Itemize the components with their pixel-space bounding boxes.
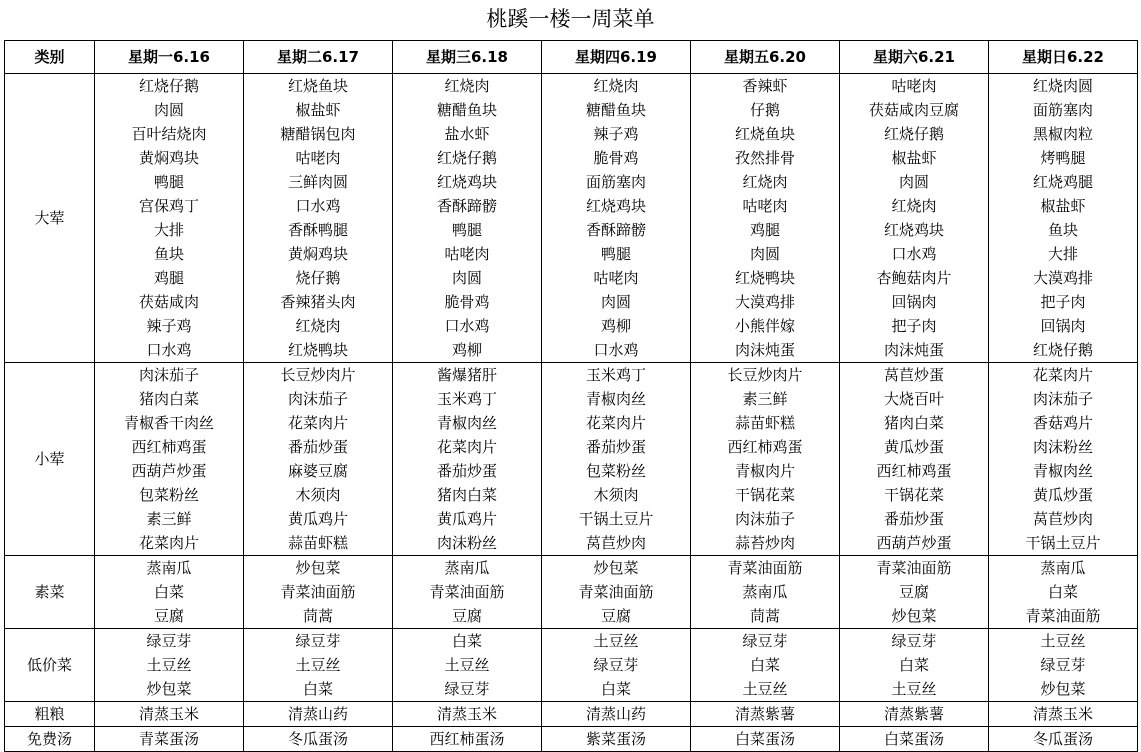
dish-cell: 大烧百叶 <box>840 387 989 411</box>
table-row <box>5 242 1138 266</box>
dish-cell: 大漠鸡排 <box>989 266 1138 290</box>
dish-cell: 烤鸭腿 <box>989 146 1138 170</box>
dish-cell: 莴苣炒肉 <box>989 507 1138 531</box>
table-row <box>5 531 1138 556</box>
dish-cell: 口水鸡 <box>840 242 989 266</box>
dish-cell: 仔鹅 <box>691 98 840 122</box>
dish-cell: 红烧仔鹅 <box>95 74 244 99</box>
table-row <box>5 314 1138 338</box>
dish-cell: 茼蒿 <box>691 604 840 629</box>
dish-cell: 三鲜肉圆 <box>244 170 393 194</box>
dish-cell: 红烧仔鹅 <box>989 338 1138 363</box>
dish-cell: 清蒸玉米 <box>393 702 542 727</box>
dish-cell: 豆腐 <box>840 580 989 604</box>
dish-cell: 红烧鸡块 <box>840 218 989 242</box>
dish-cell: 土豆丝 <box>244 653 393 677</box>
table-row <box>5 435 1138 459</box>
dish-cell: 紫菜蛋汤 <box>542 727 691 752</box>
dish-cell: 红烧鸡块 <box>542 194 691 218</box>
dish-cell: 红烧鸭块 <box>244 338 393 363</box>
dish-cell: 黄瓜鸡片 <box>393 507 542 531</box>
dish-cell: 花菜肉片 <box>95 531 244 556</box>
dish-cell: 玉米鸡丁 <box>393 387 542 411</box>
dish-cell: 白菜蛋汤 <box>691 727 840 752</box>
category-cell: 素菜 <box>5 556 95 629</box>
dish-cell: 干锅花菜 <box>691 483 840 507</box>
day-header: 星期二6.17 <box>244 41 393 74</box>
dish-cell: 蒸南瓜 <box>989 556 1138 581</box>
dish-cell: 长豆炒肉片 <box>691 363 840 388</box>
dish-cell: 咕咾肉 <box>393 242 542 266</box>
dish-cell: 清蒸紫薯 <box>691 702 840 727</box>
dish-cell: 黄瓜炒蛋 <box>840 435 989 459</box>
dish-cell: 冬瓜蛋汤 <box>989 727 1138 752</box>
dish-cell: 红烧肉 <box>691 170 840 194</box>
dish-cell: 香酥蹄髈 <box>393 194 542 218</box>
dish-cell: 麻婆豆腐 <box>244 459 393 483</box>
dish-cell: 清蒸紫薯 <box>840 702 989 727</box>
table-row <box>5 727 1138 752</box>
dish-cell: 红烧肉圆 <box>989 74 1138 99</box>
dish-cell: 土豆丝 <box>95 653 244 677</box>
dish-cell: 干锅花菜 <box>840 483 989 507</box>
dish-cell: 花菜肉片 <box>989 363 1138 388</box>
dish-cell: 脆骨鸡 <box>542 146 691 170</box>
dish-cell: 西红柿鸡蛋 <box>691 435 840 459</box>
dish-cell: 糖醋锅包肉 <box>244 122 393 146</box>
table-row <box>5 702 1138 727</box>
dish-cell: 蒜苗虾糕 <box>691 411 840 435</box>
dish-cell: 花菜肉片 <box>244 411 393 435</box>
dish-cell: 西红柿鸡蛋 <box>95 435 244 459</box>
dish-cell: 口水鸡 <box>393 314 542 338</box>
dish-cell: 鸭腿 <box>95 170 244 194</box>
dish-cell: 西红柿蛋汤 <box>393 727 542 752</box>
dish-cell: 蒸南瓜 <box>95 556 244 581</box>
dish-cell: 冬瓜蛋汤 <box>244 727 393 752</box>
table-row <box>5 122 1138 146</box>
table-row <box>5 580 1138 604</box>
dish-cell: 茼蒿 <box>244 604 393 629</box>
dish-cell: 宫保鸡丁 <box>95 194 244 218</box>
dish-cell: 杏鲍菇肉片 <box>840 266 989 290</box>
dish-cell: 孜然排骨 <box>691 146 840 170</box>
dish-cell: 红烧鱼块 <box>691 122 840 146</box>
dish-cell: 肉沫炖蛋 <box>691 338 840 363</box>
dish-cell: 番茄炒蛋 <box>542 435 691 459</box>
table-row <box>5 653 1138 677</box>
dish-cell: 茯菇咸肉豆腐 <box>840 98 989 122</box>
page-title: 桃蹊一楼一周菜单 <box>486 7 655 31</box>
dish-cell: 白菜 <box>393 629 542 654</box>
dish-cell: 青菜油面筋 <box>840 556 989 581</box>
dish-cell: 木须肉 <box>542 483 691 507</box>
dish-cell: 辣子鸡 <box>542 122 691 146</box>
dish-cell: 红烧肉 <box>244 314 393 338</box>
dish-cell: 清蒸山药 <box>542 702 691 727</box>
dish-cell: 小熊伴嫁 <box>691 314 840 338</box>
table-row <box>5 146 1138 170</box>
menu-body <box>5 74 1138 752</box>
dish-cell: 炒包菜 <box>542 556 691 581</box>
table-row <box>5 507 1138 531</box>
dish-cell: 肉圆 <box>840 170 989 194</box>
dish-cell: 莴苣炒蛋 <box>840 363 989 388</box>
weekly-menu-table <box>4 40 1138 752</box>
dish-cell: 青菜油面筋 <box>691 556 840 581</box>
dish-cell: 番茄炒蛋 <box>244 435 393 459</box>
dish-cell: 青菜蛋汤 <box>95 727 244 752</box>
dish-cell: 红烧肉 <box>542 74 691 99</box>
dish-cell: 口水鸡 <box>542 338 691 363</box>
table-row <box>5 677 1138 702</box>
dish-cell: 肉沫茄子 <box>244 387 393 411</box>
dish-cell: 肉沫茄子 <box>989 387 1138 411</box>
table-row <box>5 338 1138 363</box>
dish-cell: 黄焖鸡块 <box>244 242 393 266</box>
dish-cell: 猪肉白菜 <box>393 483 542 507</box>
dish-cell: 青椒香干肉丝 <box>95 411 244 435</box>
dish-cell: 猪肉白菜 <box>95 387 244 411</box>
dish-cell: 椒盐虾 <box>244 98 393 122</box>
dish-cell: 白菜 <box>840 653 989 677</box>
dish-cell: 红烧鸡块 <box>393 170 542 194</box>
dish-cell: 青菜油面筋 <box>989 604 1138 629</box>
dish-cell: 香酥鸭腿 <box>244 218 393 242</box>
category-cell: 大荤 <box>5 74 95 363</box>
dish-cell: 长豆炒肉片 <box>244 363 393 388</box>
table-row <box>5 218 1138 242</box>
dish-cell: 白菜 <box>989 580 1138 604</box>
dish-cell: 蒜苔炒肉 <box>691 531 840 556</box>
dish-cell: 莴苣炒肉 <box>542 531 691 556</box>
dish-cell: 干锅土豆片 <box>542 507 691 531</box>
dish-cell: 土豆丝 <box>393 653 542 677</box>
dish-cell: 黄瓜炒蛋 <box>989 483 1138 507</box>
dish-cell: 豆腐 <box>393 604 542 629</box>
dish-cell: 青菜油面筋 <box>393 580 542 604</box>
dish-cell: 糖醋鱼块 <box>393 98 542 122</box>
dish-cell: 红烧鸡腿 <box>989 170 1138 194</box>
dish-cell: 椒盐虾 <box>840 146 989 170</box>
day-header: 星期六6.21 <box>840 41 989 74</box>
category-cell: 粗粮 <box>5 702 95 727</box>
dish-cell: 口水鸡 <box>95 338 244 363</box>
dish-cell: 香辣虾 <box>691 74 840 99</box>
dish-cell: 肉沫茄子 <box>691 507 840 531</box>
dish-cell: 鸡柳 <box>542 314 691 338</box>
dish-cell: 绿豆芽 <box>95 629 244 654</box>
dish-cell: 土豆丝 <box>691 677 840 702</box>
dish-cell: 包菜粉丝 <box>95 483 244 507</box>
dish-cell: 红烧仔鹅 <box>840 122 989 146</box>
dish-cell: 红烧鱼块 <box>244 74 393 99</box>
dish-cell: 土豆丝 <box>542 629 691 654</box>
dish-cell: 绿豆芽 <box>542 653 691 677</box>
table-row <box>5 170 1138 194</box>
dish-cell: 大漠鸡排 <box>691 290 840 314</box>
dish-cell: 咕咾肉 <box>691 194 840 218</box>
dish-cell: 青椒肉丝 <box>542 387 691 411</box>
header-row <box>5 41 1138 74</box>
dish-cell: 红烧肉 <box>393 74 542 99</box>
dish-cell: 百叶结烧肉 <box>95 122 244 146</box>
table-row <box>5 74 1138 99</box>
dish-cell: 白菜 <box>542 677 691 702</box>
dish-cell: 青椒肉丝 <box>989 459 1138 483</box>
dish-cell: 黑椒肉粒 <box>989 122 1138 146</box>
day-header: 星期四6.19 <box>542 41 691 74</box>
dish-cell: 蒜苗虾糕 <box>244 531 393 556</box>
dish-cell: 鸡腿 <box>95 266 244 290</box>
dish-cell: 肉沫粉丝 <box>393 531 542 556</box>
dish-cell: 清蒸山药 <box>244 702 393 727</box>
dish-cell: 口水鸡 <box>244 194 393 218</box>
dish-cell: 面筋塞肉 <box>542 170 691 194</box>
dish-cell: 肉圆 <box>393 266 542 290</box>
dish-cell: 土豆丝 <box>989 629 1138 654</box>
dish-cell: 蒸南瓜 <box>393 556 542 581</box>
dish-cell: 清蒸玉米 <box>95 702 244 727</box>
dish-cell: 西葫芦炒蛋 <box>95 459 244 483</box>
dish-cell: 鱼块 <box>95 242 244 266</box>
dish-cell: 酱爆猪肝 <box>393 363 542 388</box>
table-row <box>5 98 1138 122</box>
dish-cell: 大排 <box>989 242 1138 266</box>
dish-cell: 蒸南瓜 <box>691 580 840 604</box>
dish-cell: 青椒肉片 <box>691 459 840 483</box>
day-header: 星期一6.16 <box>95 41 244 74</box>
category-cell: 免费汤 <box>5 727 95 752</box>
dish-cell: 辣子鸡 <box>95 314 244 338</box>
dish-cell: 白菜 <box>95 580 244 604</box>
dish-cell: 清蒸玉米 <box>989 702 1138 727</box>
dish-cell: 糖醋鱼块 <box>542 98 691 122</box>
dish-cell: 回锅肉 <box>840 290 989 314</box>
dish-cell: 豆腐 <box>95 604 244 629</box>
table-row <box>5 290 1138 314</box>
dish-cell: 白菜 <box>691 653 840 677</box>
dish-cell: 青菜油面筋 <box>244 580 393 604</box>
dish-cell: 红烧仔鹅 <box>393 146 542 170</box>
dish-cell: 肉沫茄子 <box>95 363 244 388</box>
dish-cell: 炒包菜 <box>989 677 1138 702</box>
dish-cell: 干锅土豆片 <box>989 531 1138 556</box>
dish-cell: 咕咾肉 <box>840 74 989 99</box>
dish-cell: 鱼块 <box>989 218 1138 242</box>
dish-cell: 白菜蛋汤 <box>840 727 989 752</box>
table-row <box>5 483 1138 507</box>
dish-cell: 西葫芦炒蛋 <box>840 531 989 556</box>
dish-cell: 素三鲜 <box>691 387 840 411</box>
table-row <box>5 266 1138 290</box>
table-row <box>5 194 1138 218</box>
dish-cell: 肉圆 <box>542 290 691 314</box>
dish-cell: 肉沫粉丝 <box>989 435 1138 459</box>
dish-cell: 肉圆 <box>691 242 840 266</box>
dish-cell: 土豆丝 <box>840 677 989 702</box>
dish-cell: 大排 <box>95 218 244 242</box>
day-header: 星期五6.20 <box>691 41 840 74</box>
dish-cell: 绿豆芽 <box>691 629 840 654</box>
dish-cell: 面筋塞肉 <box>989 98 1138 122</box>
dish-cell: 把子肉 <box>989 290 1138 314</box>
dish-cell: 脆骨鸡 <box>393 290 542 314</box>
dish-cell: 白菜 <box>244 677 393 702</box>
dish-cell: 鸭腿 <box>393 218 542 242</box>
dish-cell: 黄焖鸡块 <box>95 146 244 170</box>
dish-cell: 红烧鸭块 <box>691 266 840 290</box>
table-row <box>5 604 1138 629</box>
table-row <box>5 459 1138 483</box>
dish-cell: 鸡腿 <box>691 218 840 242</box>
dish-cell: 回锅肉 <box>989 314 1138 338</box>
dish-cell: 把子肉 <box>840 314 989 338</box>
dish-cell: 猪肉白菜 <box>840 411 989 435</box>
dish-cell: 鸡柳 <box>393 338 542 363</box>
dish-cell: 包菜粉丝 <box>542 459 691 483</box>
day-header: 星期日6.22 <box>989 41 1138 74</box>
dish-cell: 肉圆 <box>95 98 244 122</box>
dish-cell: 盐水虾 <box>393 122 542 146</box>
dish-cell: 鸭腿 <box>542 242 691 266</box>
table-row <box>5 556 1138 581</box>
dish-cell: 椒盐虾 <box>989 194 1138 218</box>
dish-cell: 青椒肉丝 <box>393 411 542 435</box>
dish-cell: 茯菇咸肉 <box>95 290 244 314</box>
dish-cell: 香酥蹄髈 <box>542 218 691 242</box>
dish-cell: 番茄炒蛋 <box>840 507 989 531</box>
category-header: 类别 <box>5 41 95 74</box>
dish-cell: 黄瓜鸡片 <box>244 507 393 531</box>
dish-cell: 绿豆芽 <box>393 677 542 702</box>
dish-cell: 香辣猪头肉 <box>244 290 393 314</box>
dish-cell: 花菜肉片 <box>393 435 542 459</box>
dish-cell: 花菜肉片 <box>542 411 691 435</box>
dish-cell: 玉米鸡丁 <box>542 363 691 388</box>
category-cell: 小荤 <box>5 363 95 556</box>
dish-cell: 素三鲜 <box>95 507 244 531</box>
dish-cell: 烧仔鹅 <box>244 266 393 290</box>
dish-cell: 咕咾肉 <box>542 266 691 290</box>
table-row <box>5 387 1138 411</box>
table-row <box>5 411 1138 435</box>
dish-cell: 番茄炒蛋 <box>393 459 542 483</box>
dish-cell: 豆腐 <box>542 604 691 629</box>
dish-cell: 咕咾肉 <box>244 146 393 170</box>
dish-cell: 青菜油面筋 <box>542 580 691 604</box>
dish-cell: 炒包菜 <box>244 556 393 581</box>
table-row <box>5 629 1138 654</box>
dish-cell: 绿豆芽 <box>989 653 1138 677</box>
dish-cell: 绿豆芽 <box>244 629 393 654</box>
dish-cell: 肉沫炖蛋 <box>840 338 989 363</box>
dish-cell: 红烧肉 <box>840 194 989 218</box>
dish-cell: 炒包菜 <box>840 604 989 629</box>
dish-cell: 木须肉 <box>244 483 393 507</box>
day-header: 星期三6.18 <box>393 41 542 74</box>
category-cell: 低价菜 <box>5 629 95 702</box>
table-row <box>5 363 1138 388</box>
dish-cell: 香菇鸡片 <box>989 411 1138 435</box>
dish-cell: 炒包菜 <box>95 677 244 702</box>
dish-cell: 西红柿鸡蛋 <box>840 459 989 483</box>
dish-cell: 绿豆芽 <box>840 629 989 654</box>
